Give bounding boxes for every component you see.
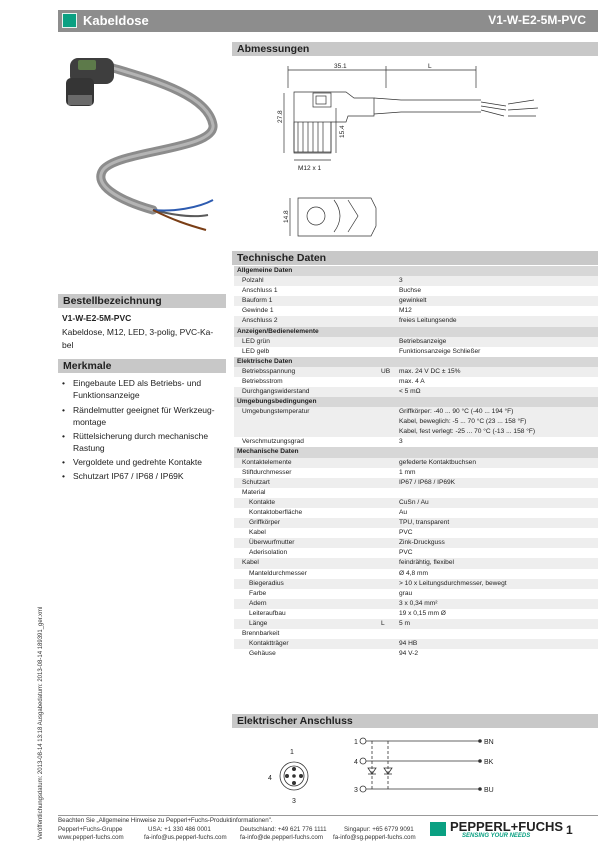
property-symbol bbox=[378, 579, 396, 589]
property-symbol bbox=[378, 276, 396, 286]
page-number: 1 bbox=[566, 823, 573, 837]
property-label: Betriebsstrom bbox=[234, 377, 378, 387]
property-symbol bbox=[378, 407, 396, 437]
property-label: Betriebsspannung bbox=[234, 367, 378, 377]
table-row bbox=[234, 458, 598, 468]
footer-company: Pepperl+Fuchs-Gruppe bbox=[58, 826, 123, 833]
property-symbol bbox=[378, 558, 396, 568]
property-symbol bbox=[378, 437, 396, 447]
footer-website[interactable]: www.pepperl-fuchs.com bbox=[58, 834, 124, 841]
property-value: M12 bbox=[396, 306, 598, 316]
wire-color-bk: BK bbox=[484, 759, 494, 766]
property-symbol bbox=[378, 498, 396, 508]
table-row bbox=[234, 558, 598, 568]
table-row bbox=[234, 437, 598, 447]
property-value: < 5 mΩ bbox=[396, 387, 598, 397]
footer-de-phone: Deutschland: +49 621 776 1111 bbox=[240, 826, 327, 833]
pin-label-3: 3 bbox=[292, 798, 296, 805]
property-symbol bbox=[378, 377, 396, 387]
property-label: Durchgangswiderstand bbox=[234, 387, 378, 397]
table-row bbox=[234, 649, 598, 659]
feature-item: • Eingebaute LED als Betriebs- und Funktionsanzeige bbox=[62, 378, 202, 400]
property-value: max. 24 V DC ± 15% bbox=[396, 367, 598, 377]
header-bar bbox=[58, 10, 598, 32]
table-group-row bbox=[234, 447, 598, 457]
footer-note: Beachten Sie „Allgemeine Hinweise zu Pepperl+Fuchs-Produktinformationen". bbox=[58, 817, 273, 824]
property-label: Umgebungstemperatur bbox=[234, 407, 378, 437]
dim-27-8: 27.8 bbox=[277, 110, 284, 123]
table-group-row bbox=[234, 397, 598, 407]
table-row bbox=[234, 296, 598, 306]
property-label: Biegeradius bbox=[234, 579, 378, 589]
property-symbol bbox=[378, 347, 396, 357]
property-symbol bbox=[378, 316, 396, 326]
line-number-1: 1 bbox=[354, 739, 358, 746]
property-label: Schutzart bbox=[234, 478, 378, 488]
property-symbol bbox=[378, 478, 396, 488]
property-symbol bbox=[378, 569, 396, 579]
section-dimensions: Abmessungen bbox=[232, 42, 598, 56]
property-symbol bbox=[378, 296, 396, 306]
property-value: Buchse bbox=[396, 286, 598, 296]
property-label: Anschluss 2 bbox=[234, 316, 378, 326]
property-symbol bbox=[378, 508, 396, 518]
section-order-code: Bestellbezeichnung bbox=[58, 294, 226, 308]
table-row bbox=[234, 518, 598, 528]
property-label: Kabel bbox=[234, 558, 378, 568]
property-value: PVC bbox=[396, 548, 598, 558]
table-row bbox=[234, 387, 598, 397]
table-row bbox=[234, 286, 598, 296]
table-row bbox=[234, 639, 598, 649]
property-value: 19 x 0,15 mm Ø bbox=[396, 609, 598, 619]
property-label: Anschluss 1 bbox=[234, 286, 378, 296]
property-value: 94 V-2 bbox=[396, 649, 598, 659]
table-row bbox=[234, 468, 598, 478]
property-symbol bbox=[378, 306, 396, 316]
side-publication-info: Veröffentlichungsdatum: 2013-08-14 13:18 Ausgabedatum: 2013-08-14 189391_ger.xml bbox=[38, 606, 44, 840]
property-symbol bbox=[378, 599, 396, 609]
property-value: gewinkelt bbox=[396, 296, 598, 306]
property-value: Zink-Druckguss bbox=[396, 538, 598, 548]
table-row bbox=[234, 306, 598, 316]
property-label: Kontakte bbox=[234, 498, 378, 508]
property-symbol bbox=[378, 488, 396, 498]
dimension-drawing bbox=[276, 58, 586, 238]
dim-35-1: 35.1 bbox=[334, 63, 347, 70]
footer-sg-mail[interactable]: fa-info@sg.pepperl-fuchs.com bbox=[333, 834, 416, 841]
table-row bbox=[234, 478, 598, 488]
table-row bbox=[234, 589, 598, 599]
property-label: Leiteraufbau bbox=[234, 609, 378, 619]
property-label: Verschmutzungsgrad bbox=[234, 437, 378, 447]
property-value: Betriebsanzeige bbox=[396, 337, 598, 347]
group-heading: Anzeigen/Bedienelemente bbox=[234, 327, 598, 337]
property-value: grau bbox=[396, 589, 598, 599]
property-label: Gehäuse bbox=[234, 649, 378, 659]
property-symbol bbox=[378, 458, 396, 468]
footer-usa-mail[interactable]: fa-info@us.pepperl-fuchs.com bbox=[144, 834, 227, 841]
property-symbol bbox=[378, 649, 396, 659]
property-label: Polzahl bbox=[234, 276, 378, 286]
property-value: Ø 4,8 mm bbox=[396, 569, 598, 579]
table-row bbox=[234, 498, 598, 508]
order-code: V1-W-E2-5M-PVC bbox=[62, 313, 132, 323]
property-value bbox=[396, 488, 598, 498]
pin-label-1: 1 bbox=[290, 749, 294, 756]
group-heading: Umgebungsbedingungen bbox=[234, 397, 598, 407]
table-row bbox=[234, 528, 598, 538]
property-value: 3 bbox=[396, 276, 598, 286]
brand-slogan: SENSING YOUR NEEDS bbox=[462, 833, 531, 839]
table-row bbox=[234, 569, 598, 579]
property-value: 94 HB bbox=[396, 639, 598, 649]
property-value: gefederte Kontaktbuchsen bbox=[396, 458, 598, 468]
table-row bbox=[234, 508, 598, 518]
header-square-icon bbox=[62, 13, 77, 28]
property-symbol bbox=[378, 518, 396, 528]
property-symbol: UB bbox=[378, 367, 396, 377]
property-symbol bbox=[378, 468, 396, 478]
property-label: Kabel bbox=[234, 528, 378, 538]
property-value: CuSn / Au bbox=[396, 498, 598, 508]
property-label: Kontaktträger bbox=[234, 639, 378, 649]
property-value: IP67 / IP68 / IP69K bbox=[396, 478, 598, 488]
table-row bbox=[234, 276, 598, 286]
property-label: Farbe bbox=[234, 589, 378, 599]
line-number-4: 4 bbox=[354, 759, 358, 766]
property-symbol bbox=[378, 337, 396, 347]
product-photo bbox=[58, 40, 228, 240]
property-value: 5 m bbox=[396, 619, 598, 629]
brand-logo-icon bbox=[430, 822, 446, 836]
property-label: Gewinde 1 bbox=[234, 306, 378, 316]
brand-name: PEPPERL+FUCHS bbox=[450, 819, 564, 834]
section-electrical-connection: Elektrischer Anschluss bbox=[232, 714, 598, 728]
property-symbol bbox=[378, 548, 396, 558]
table-row bbox=[234, 538, 598, 548]
property-value: max. 4 A bbox=[396, 377, 598, 387]
header-title: Kabeldose bbox=[83, 13, 149, 28]
table-row bbox=[234, 548, 598, 558]
property-symbol bbox=[378, 387, 396, 397]
property-label: Manteldurchmesser bbox=[234, 569, 378, 579]
section-technical-data: Technische Daten bbox=[232, 251, 598, 265]
table-group-row bbox=[234, 327, 598, 337]
property-symbol bbox=[378, 629, 396, 639]
property-value: 3 bbox=[396, 437, 598, 447]
property-symbol bbox=[378, 609, 396, 619]
footer-de-mail[interactable]: fa-info@de.pepperl-fuchs.com bbox=[240, 834, 323, 841]
property-symbol bbox=[378, 286, 396, 296]
dim-14-8: 14.8 bbox=[283, 210, 290, 223]
table-row bbox=[234, 367, 598, 377]
dim-length: L bbox=[428, 63, 432, 70]
property-label: Kontaktoberfläche bbox=[234, 508, 378, 518]
property-value: 3 x 0,34 mm² bbox=[396, 599, 598, 609]
table-row bbox=[234, 407, 598, 437]
property-value: 1 mm bbox=[396, 468, 598, 478]
feature-item: • Vergoldete und gedrehte Kontakte bbox=[62, 457, 203, 467]
table-row bbox=[234, 629, 598, 639]
property-value: freies Leitungsende bbox=[396, 316, 598, 326]
table-group-row bbox=[234, 266, 598, 276]
property-symbol: L bbox=[378, 619, 396, 629]
line-number-3: 3 bbox=[354, 787, 358, 794]
property-label: Stiftdurchmesser bbox=[234, 468, 378, 478]
footer-usa-phone: USA: +1 330 486 0001 bbox=[148, 826, 211, 833]
property-label: Bauform 1 bbox=[234, 296, 378, 306]
footer-divider bbox=[58, 815, 598, 816]
table-row bbox=[234, 579, 598, 589]
dim-thread: M12 x 1 bbox=[298, 165, 322, 172]
group-heading: Mechanische Daten bbox=[234, 447, 598, 457]
property-value: Griffkörper: -40 ... 90 °C (-40 ... 194 °F) Kabel, beweglich: -5 ... 70 °C (23 ... 158 °F) Kabel, fest verlegt: -25 ... 70 °C (-13 ... 158 °F) bbox=[396, 407, 598, 437]
connection-diagram bbox=[250, 732, 550, 807]
feature-item: • Rändelmutter geeignet für Werkzeug-montage bbox=[62, 405, 215, 427]
table-row bbox=[234, 488, 598, 498]
property-label: LED gelb bbox=[234, 347, 378, 357]
feature-item: • Rüttelsicherung durch mechanische Rastung bbox=[62, 431, 209, 453]
property-label: Brennbarkeit bbox=[234, 629, 378, 639]
property-symbol bbox=[378, 528, 396, 538]
property-value bbox=[396, 629, 598, 639]
property-value: Au bbox=[396, 508, 598, 518]
section-features: Merkmale bbox=[58, 359, 226, 373]
pin-label-4: 4 bbox=[268, 775, 272, 782]
property-symbol bbox=[378, 538, 396, 548]
property-label: Überwurfmutter bbox=[234, 538, 378, 548]
feature-item: • Schutzart IP67 / IP68 / IP69K bbox=[62, 471, 184, 481]
property-label: LED grün bbox=[234, 337, 378, 347]
group-heading: Elektrische Daten bbox=[234, 357, 598, 367]
property-symbol bbox=[378, 639, 396, 649]
table-row bbox=[234, 619, 598, 629]
property-value: feindrähtig, flexibel bbox=[396, 558, 598, 568]
property-value: PVC bbox=[396, 528, 598, 538]
table-group-row bbox=[234, 357, 598, 367]
property-label: Griffkörper bbox=[234, 518, 378, 528]
technical-data-table bbox=[234, 266, 598, 659]
property-label: Kontaktelemente bbox=[234, 458, 378, 468]
table-row bbox=[234, 347, 598, 357]
property-label: Material bbox=[234, 488, 378, 498]
dim-15-4: 15.4 bbox=[339, 125, 346, 138]
table-row bbox=[234, 316, 598, 326]
wire-color-bn: BN bbox=[484, 739, 494, 746]
wire-color-bu: BU bbox=[484, 787, 494, 794]
property-label: Adern bbox=[234, 599, 378, 609]
property-value: TPU, transparent bbox=[396, 518, 598, 528]
footer-sg-phone: Singapur: +65 6779 9091 bbox=[344, 826, 414, 833]
table-row bbox=[234, 609, 598, 619]
property-label: Länge bbox=[234, 619, 378, 629]
group-heading: Allgemeine Daten bbox=[234, 266, 598, 276]
table-row bbox=[234, 377, 598, 387]
property-symbol bbox=[378, 589, 396, 599]
table-row bbox=[234, 337, 598, 347]
property-value: > 10 x Leitungsdurchmesser, bewegt bbox=[396, 579, 598, 589]
property-value: Funktionsanzeige Schließer bbox=[396, 347, 598, 357]
property-label: Aderisolation bbox=[234, 548, 378, 558]
order-description: Kabeldose, M12, LED, 3-polig, PVC-Ka- bel bbox=[62, 327, 214, 350]
header-product-code: V1-W-E2-5M-PVC bbox=[488, 13, 586, 27]
table-row bbox=[234, 599, 598, 609]
